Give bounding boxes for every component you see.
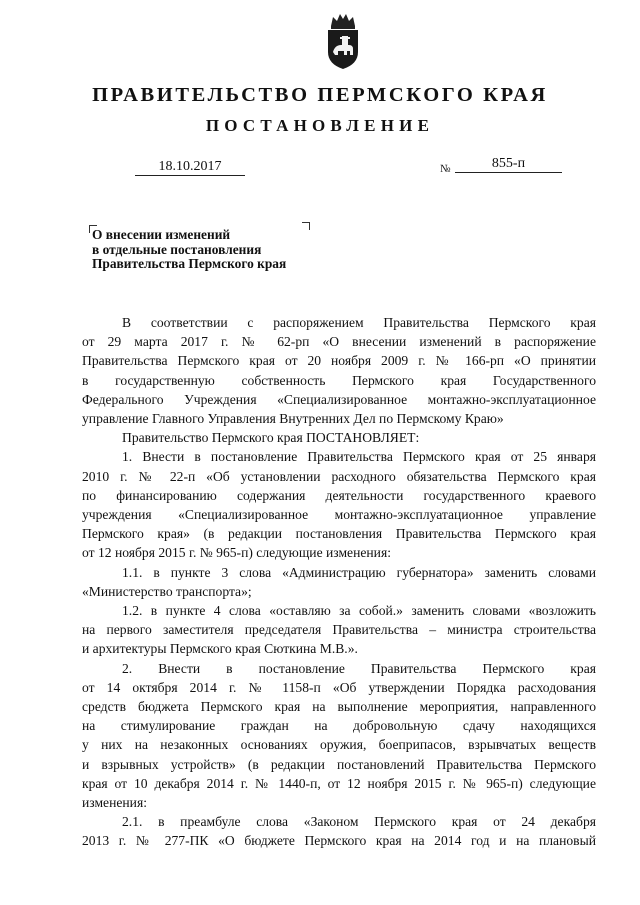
body-line: и взрывных устройств» (в редакции постановлений Правительства Пермского [82, 756, 596, 772]
body-line: 2.1. в преамбуле слова «Законом Пермского края от 24 декабря [122, 814, 596, 830]
body-line: от 14 октября 2014 г. № 1158-п «Об утверждении Порядка расходования [82, 679, 596, 695]
body-line: 1.1. в пункте 3 слова «Администрацию губернатора» заменить словами [122, 564, 596, 580]
body-line: по финансированию содержания деятельности государственного краевого [82, 487, 596, 503]
body-line: от 12 ноября 2015 г. № 965-п) следующие изменения: [82, 545, 391, 561]
body-line: от 29 марта 2017 г. № 62-рп «О внесении изменений в распоряжение [82, 334, 596, 350]
body-line: изменения: [82, 795, 147, 811]
body-line: управление Главного Управления Внутренних Дел по Пермскому Краю» [82, 411, 504, 427]
subject-line: Правительства Пермского края [92, 256, 287, 271]
body-line: «Министерство транспорта»; [82, 583, 252, 599]
body-line: 1.2. в пункте 4 слова «оставляю за собой.» заменить словами «возложить [122, 603, 596, 619]
document-type-title: ПОСТАНОВЛЕНИЕ [205, 116, 435, 135]
body-line: средств бюджета Пермского края на выполнение мероприятия, направленного [82, 699, 596, 715]
body-line: края от 10 декабря 2014 г. № 1440-п, от 12 ноября 2015 г. № 965-п) следующие [82, 775, 596, 791]
body-line: у них на незаконных основаниях оружия, боеприпасов, взрывчатых веществ [82, 737, 596, 753]
body-line: Правительство Пермского края ПОСТАНОВЛЯЕТ: [122, 430, 420, 446]
body-line: и архитектуры Пермского края Сюткина М.В.». [82, 641, 358, 657]
subject-line: в отдельные постановления [92, 241, 262, 257]
number-label: № [440, 163, 451, 175]
body-line: учреждения «Специализированное монтажно-эксплуатационное управление [82, 507, 596, 523]
corner-mark-right [302, 222, 310, 230]
body-line: 2. Внести в постановление Правительства Пермского края [122, 660, 596, 676]
body-line: на первого заместителя председателя Правительства – министра строительства [82, 622, 596, 638]
body-line: на стимулирование граждан на добровольную сдачу находящихся [82, 718, 596, 734]
body-line: 2010 г. № 22-п «Об установлении расходного обязательства Пермского края [82, 468, 596, 484]
body-line: 2013 г. № 277-ПК «О бюджете Пермского края на 2014 год и на плановый [82, 833, 596, 849]
body-line: Пермского края» (в редакции постановления Правительства Пермского края [82, 526, 596, 542]
document-subject [92, 228, 286, 272]
government-title: ПРАВИТЕЛЬСТВО ПЕРМСКОГО КРАЯ [92, 84, 548, 106]
body-line: В соответствии с распоряжением Правительства Пермского края [122, 315, 596, 330]
document-date: 18.10.2017 [135, 158, 245, 176]
body-line: в государственную собственность Пермского края Государственного [82, 372, 596, 388]
subject-line: О внесении изменений [92, 227, 231, 242]
body-line: Правительства Пермского края от 20 ноября 2009 г. № 166-рп «О принятии [82, 353, 596, 369]
document-body [82, 313, 596, 851]
document-number: 855-п [455, 155, 562, 173]
perm-krai-coat-of-arms-icon [323, 12, 363, 70]
body-line: Федерального Учреждения «Специализированное монтажно-эксплуатационное [82, 391, 596, 407]
body-line: 1. Внести в постановление Правительства Пермского края от 25 января [122, 449, 596, 465]
